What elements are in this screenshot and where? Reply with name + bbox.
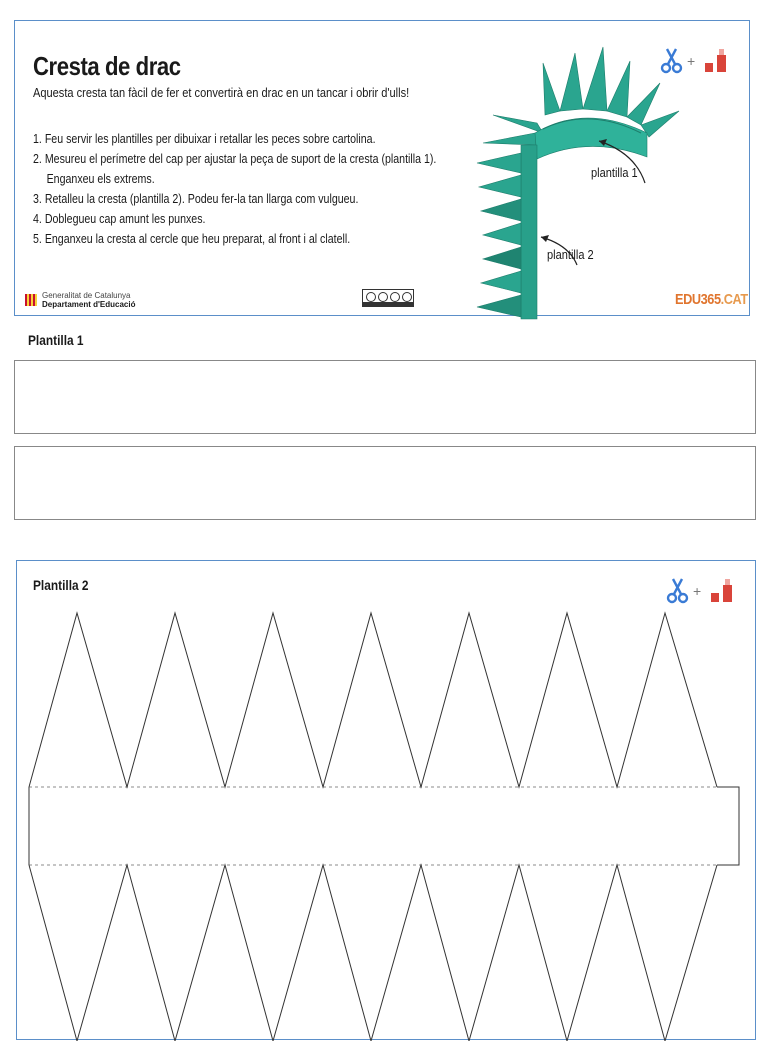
crest-illustration	[465, 33, 695, 323]
page-subtitle: Aquesta cresta tan fàcil de fer et convertirà en drac en un tancar i obrir d'ulls!	[33, 85, 410, 100]
label-plantilla-1: plantilla 1	[591, 165, 638, 180]
bottom-spikes-outline	[29, 865, 717, 1041]
plantilla-1-strip	[14, 446, 756, 520]
instruction-step: 2. Mesureu el perímetre del cap per ajustar la peça de suport de la cresta (plantilla 1).	[33, 152, 437, 166]
gencat-flag-icon	[25, 294, 37, 306]
instructions-list	[33, 129, 436, 249]
gencat-line-2: Departament d'Educació	[42, 300, 136, 309]
label-plantilla-2: plantilla 2	[547, 247, 594, 262]
plantilla-1-heading: Plantilla 1	[28, 332, 84, 348]
instruction-step: 5. Enganxeu la cresta al cercle que heu preparat, al front i al clatell.	[33, 232, 351, 246]
instruction-step: 1. Feu servir les plantilles per dibuixar i retallar les peces sobre cartolina.	[33, 132, 376, 146]
brand-suffix: .CAT	[720, 291, 748, 308]
tools-group	[665, 575, 735, 605]
gencat-logo-block	[25, 291, 135, 309]
plantilla-1-strip	[14, 360, 756, 434]
plantilla-2-heading: Plantilla 2	[33, 577, 89, 593]
instruction-step: 4. Doblegueu cap amunt les punxes.	[33, 212, 206, 226]
edu365-logo	[675, 291, 748, 308]
instruction-step-continued: Enganxeu els extrems.	[46, 172, 155, 186]
glue-stick-icon	[705, 49, 726, 72]
gencat-line-1: Generalitat de Catalunya	[42, 291, 131, 300]
instruction-step: 3. Retalleu la cresta (plantilla 2). Podeu fer-la tan llarga com vulgueu.	[33, 192, 359, 206]
creative-commons-icon	[362, 289, 414, 307]
brand-main: EDU365	[675, 291, 721, 308]
scissors-icon	[668, 579, 687, 602]
crest-template-drawing	[17, 561, 757, 1041]
template-band-outline	[29, 787, 739, 865]
page-title: Cresta de drac	[33, 51, 181, 81]
info-card	[14, 20, 750, 316]
plus-sign: +	[693, 583, 702, 599]
glue-stick-icon	[711, 579, 732, 602]
top-spikes-outline	[29, 613, 717, 787]
plantilla-2-card	[16, 560, 756, 1040]
plus-sign: +	[687, 53, 696, 69]
